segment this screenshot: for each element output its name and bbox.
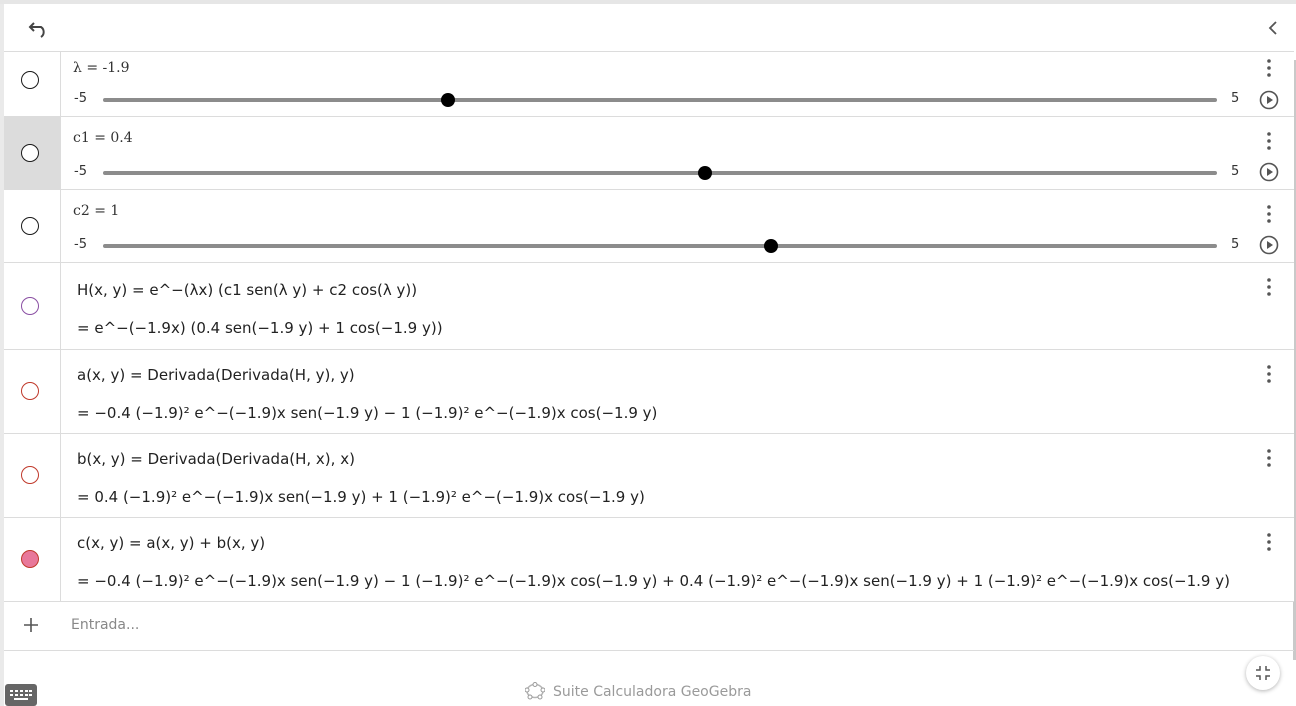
algebra-input[interactable]: Entrada... xyxy=(71,617,140,633)
slider-min: -5 xyxy=(74,164,87,179)
slider-track[interactable] xyxy=(103,98,1217,102)
visibility-toggle[interactable] xyxy=(4,190,61,262)
visibility-circle-icon[interactable] xyxy=(21,297,39,315)
visibility-toggle[interactable] xyxy=(4,434,61,517)
function-row-b xyxy=(4,434,1294,518)
slider-knob[interactable] xyxy=(698,166,712,180)
visibility-circle-icon[interactable] xyxy=(21,144,39,162)
function-definition[interactable]: c(x, y) = a(x, y) + b(x, y) xyxy=(77,534,266,552)
slider-knob[interactable] xyxy=(441,93,455,107)
slider-row-lambda xyxy=(4,52,1294,117)
play-icon[interactable] xyxy=(1259,162,1279,182)
slider-label: c2 = 1 xyxy=(73,203,120,219)
keyboard-button[interactable] xyxy=(5,684,37,706)
visibility-circle-icon[interactable] xyxy=(21,382,39,400)
slider-row-c1 xyxy=(4,117,1294,190)
keyboard-icon xyxy=(9,689,33,701)
more-options-icon[interactable] xyxy=(1262,532,1276,552)
slider-max: 5 xyxy=(1231,91,1240,106)
function-definition[interactable]: b(x, y) = Derivada(Derivada(H, x), x) xyxy=(77,450,355,468)
slider-max: 5 xyxy=(1231,237,1240,252)
visibility-toggle[interactable] xyxy=(4,350,61,433)
function-row-a xyxy=(4,350,1294,434)
function-value: = e^−(−1.9x) (0.4 sen(−1.9 y) + 1 cos(−1.9 y)) xyxy=(77,319,443,337)
chevron-left-icon[interactable] xyxy=(1266,18,1280,38)
algebra-toolbar xyxy=(4,4,1294,52)
footer-branding xyxy=(525,682,751,700)
function-row-c xyxy=(4,518,1294,602)
visibility-toggle[interactable] xyxy=(4,263,61,349)
slider-row-c2 xyxy=(4,190,1294,263)
slider-knob[interactable] xyxy=(764,239,778,253)
slider-min: -5 xyxy=(74,91,87,106)
function-definition[interactable]: H(x, y) = e^−(λx) (c1 sen(λ y) + c2 cos(λ y)) xyxy=(77,281,418,299)
slider-label: λ = -1.9 xyxy=(73,60,130,76)
exit-fullscreen-button[interactable] xyxy=(1246,656,1280,690)
more-options-icon[interactable] xyxy=(1262,131,1276,151)
plus-icon[interactable] xyxy=(22,616,40,634)
visibility-toggle[interactable] xyxy=(4,518,61,601)
more-options-icon[interactable] xyxy=(1262,277,1276,297)
slider-track[interactable] xyxy=(103,171,1217,175)
more-options-icon[interactable] xyxy=(1262,204,1276,224)
visibility-circle-icon[interactable] xyxy=(21,550,39,568)
more-options-icon[interactable] xyxy=(1262,448,1276,468)
geogebra-logo-icon xyxy=(525,682,545,700)
undo-icon[interactable] xyxy=(28,20,50,38)
function-row-H xyxy=(4,263,1294,350)
play-icon[interactable] xyxy=(1259,90,1279,110)
input-row xyxy=(4,602,1294,651)
function-value: = −0.4 (−1.9)² e^−(−1.9)x sen(−1.9 y) − 1 (−1.9)² e^−(−1.9)x cos(−1.9 y) xyxy=(77,404,658,422)
function-value: = 0.4 (−1.9)² e^−(−1.9)x sen(−1.9 y) + 1 (−1.9)² e^−(−1.9)x cos(−1.9 y) xyxy=(77,488,645,506)
exit-fullscreen-icon xyxy=(1255,665,1271,681)
play-icon[interactable] xyxy=(1259,235,1279,255)
slider-max: 5 xyxy=(1231,164,1240,179)
slider-track[interactable] xyxy=(103,244,1217,248)
function-value: = −0.4 (−1.9)² e^−(−1.9)x sen(−1.9 y) − 1 (−1.9)² e^−(−1.9)x cos(−1.9 y) + 0.4 (−1.9)² e^−(−1.9)x sen(−1.9 y) + 1 (−1.9)² e^−(−1.9)x cos(−1.9 y) xyxy=(77,572,1230,590)
visibility-circle-icon[interactable] xyxy=(21,71,39,89)
visibility-toggle[interactable] xyxy=(4,117,61,189)
slider-label: c1 = 0.4 xyxy=(73,130,133,146)
footer-label: Suite Calculadora GeoGebra xyxy=(553,684,752,700)
visibility-circle-icon[interactable] xyxy=(21,466,39,484)
slider-min: -5 xyxy=(74,237,87,252)
visibility-circle-icon[interactable] xyxy=(21,217,39,235)
visibility-toggle[interactable] xyxy=(4,52,61,116)
function-definition[interactable]: a(x, y) = Derivada(Derivada(H, y), y) xyxy=(77,366,355,384)
more-options-icon[interactable] xyxy=(1262,364,1276,384)
more-options-icon[interactable] xyxy=(1262,58,1276,78)
